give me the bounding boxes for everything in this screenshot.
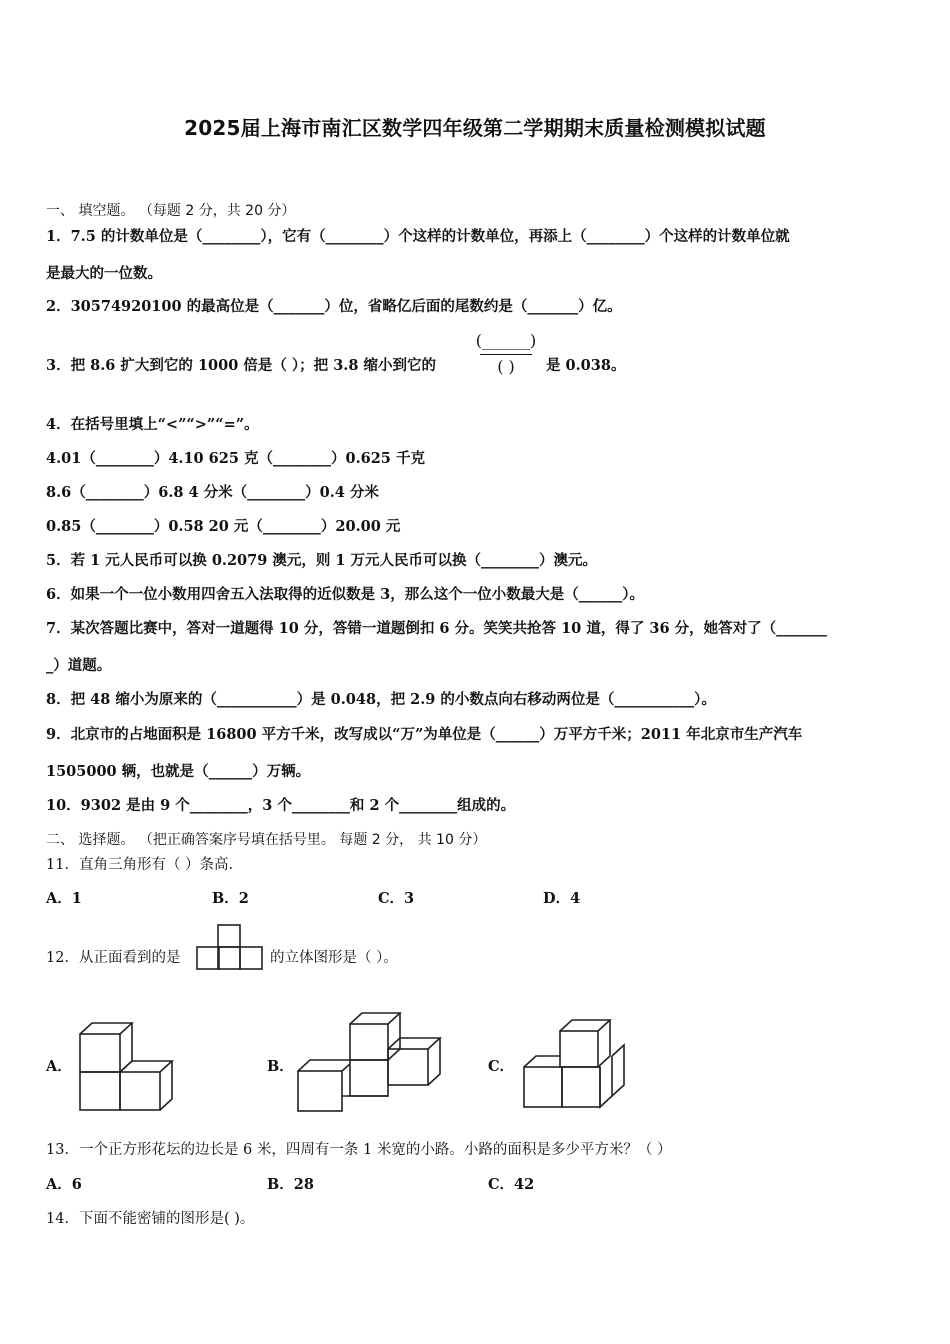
question-5: 5．若 1 元人民币可以换 0.2079 澳元，则 1 万元人民币可以换（________）澳元。 — [46, 552, 598, 569]
question-3-fraction — [474, 331, 538, 381]
question-3-text-after: 是 0.038。 — [546, 357, 626, 374]
page-title: 2025届上海市南汇区数学四年级第二学期期末质量检测模拟试题 — [184, 116, 766, 140]
question-13-option-c[interactable]: C．42 — [488, 1176, 535, 1193]
question-12-stem-after: 的立体图形是（ ）。 — [270, 950, 398, 966]
question-11-option-c[interactable]: C．3 — [378, 890, 415, 907]
question-2: 2．30574920100 的最高位是（_______）位，省略亿后面的尾数约是（_______）亿。 — [46, 298, 622, 315]
question-4-row-3: 0.85（________）0.58 20 元（________）20.00 元 — [46, 518, 401, 535]
question-12-option-c-label[interactable]: C． — [488, 1058, 515, 1075]
question-13-stem: 13．一个正方形花坛的边长是 6 米，四周有一条 1 米宽的小路。小路的面积是多少平方米？（ ） — [46, 1142, 672, 1158]
front-view-figure — [196, 924, 266, 972]
section-1-header: 一、 填空题。 （每题 2 分，共 20 分） — [46, 203, 296, 219]
question-11-option-b[interactable]: B．2 — [212, 890, 249, 907]
question-4-row-1: 4.01（________）4.10 625 克（________）0.625 千克 — [46, 450, 425, 467]
question-10: 10．9302 是由 9 个________，3 个________和 2 个________组成的。 — [46, 797, 516, 814]
question-13-option-a[interactable]: A．6 — [46, 1176, 82, 1193]
fraction-denominator: ( ) — [497, 357, 515, 376]
section-2-header: 二、 选择题。 （把正确答案序号填在括号里。 每题 2 分， 共 10 分） — [46, 832, 487, 848]
question-11-stem: 11．直角三角形有（ ）条高. — [46, 857, 234, 873]
question-11-option-a[interactable]: A．1 — [46, 890, 82, 907]
question-4-row-2: 8.6（________）6.8 4 分米（________）0.4 分米 — [46, 484, 379, 501]
question-4-header: 4．在括号里填上“<”“>”“=”。 — [46, 416, 259, 433]
question-7-line-1: 7．某次答题比赛中，答对一道题得 10 分，答错一道题倒扣 6 分。笑笑共抢答 10 道，得了 36 分，她答对了（_______ — [46, 620, 827, 637]
cube-figure-b — [292, 1005, 452, 1115]
cube-figure-c — [520, 1015, 630, 1111]
question-13-option-b[interactable]: B．28 — [267, 1176, 314, 1193]
question-9-line-2: 1505000 辆，也就是（______）万辆。 — [46, 763, 311, 780]
question-12-stem-before: 12．从正面看到的是 — [46, 950, 181, 966]
question-12-option-b-label[interactable]: B． — [267, 1058, 294, 1075]
fraction-numerator: (______) — [475, 331, 537, 350]
question-7-line-2: _）道题。 — [46, 657, 112, 674]
question-6: 6．如果一个一位小数用四舍五入法取得的近似数是 3，那么这个一位小数最大是（______）。 — [46, 586, 644, 603]
question-11-option-d[interactable]: D．4 — [543, 890, 581, 907]
question-1-line-2: 是最大的一位数。 — [46, 265, 162, 282]
question-1-line-1: 1．7.5 的计数单位是（________），它有（________）个这样的计数单位，再添上（________）个这样的计数单位就 — [46, 228, 790, 245]
question-8: 8．把 48 缩小为原来的（___________）是 0.048，把 2.9 的小数点向右移动两位是（___________）。 — [46, 691, 716, 708]
question-9-line-1: 9．北京市的占地面积是 16800 平方千米，改写成以“万”为单位是（______）万平方千米；2011 年北京市生产汽车 — [46, 726, 803, 743]
fraction-bar — [480, 354, 532, 355]
question-12-option-a-label[interactable]: A． — [46, 1058, 72, 1075]
cube-figure-a — [76, 1020, 176, 1112]
question-3-text-before: 3．把 8.6 扩大到它的 1000 倍是（ ）；把 3.8 缩小到它的 — [46, 357, 436, 374]
question-14-stem: 14．下面不能密铺的图形是( )。 — [46, 1211, 255, 1227]
